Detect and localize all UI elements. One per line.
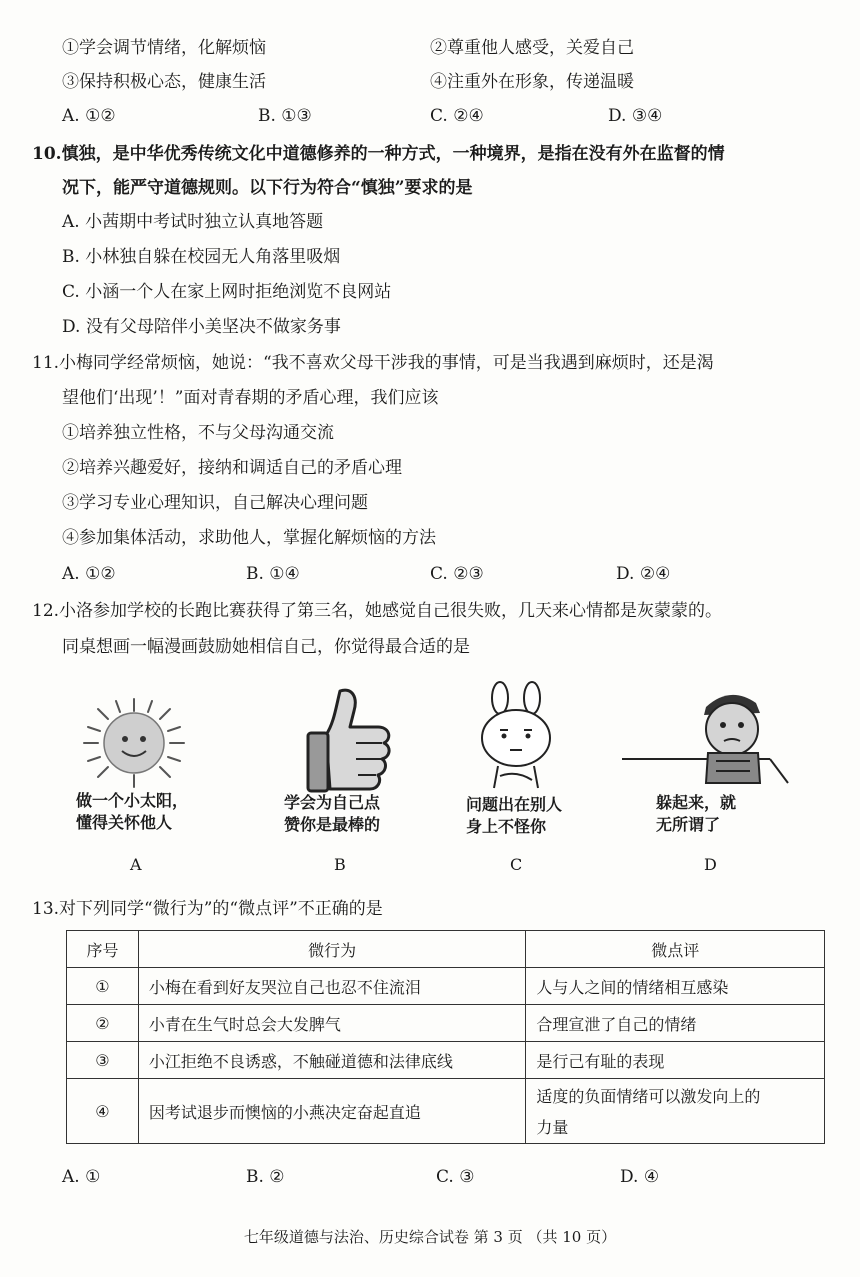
- header-no: 序号: [67, 931, 139, 968]
- row-comment-line1: 适度的负面情绪可以激发向上的: [536, 1087, 761, 1106]
- q11-option-a: A. ①②: [62, 564, 116, 584]
- q10-stem-line2: 况下，能严守道德规则。以下行为符合“慎独”要求的是: [62, 178, 473, 198]
- header-behavior: 微行为: [138, 931, 525, 968]
- q9-item-4: ④注重外在形象，传递温暖: [430, 72, 634, 92]
- q13-option-a: A. ①: [62, 1167, 101, 1187]
- q13-table: [66, 930, 825, 1144]
- comic-a-caption-line1: 做一个小太阳，: [76, 791, 189, 810]
- comic-b-caption-line2: 赞你是最棒的: [284, 815, 381, 834]
- comic-b-caption-line1: 学会为自己点: [284, 793, 381, 812]
- header-comment: 微点评: [526, 931, 825, 968]
- q10-stem-line1: 10.慎独，是中华优秀传统文化中道德修养的一种方式，一种境界，是指在没有外在监督的情: [32, 144, 725, 164]
- comic-d-caption-line2: 无所谓了: [656, 815, 721, 834]
- row-no: ①: [67, 968, 139, 1005]
- q10-option-a: A. 小茜期中考试时独立认真地答题: [62, 212, 324, 232]
- q11-option-b: B. ①④: [246, 564, 300, 584]
- row-comment-line2: 力量: [536, 1118, 569, 1137]
- rabbit-illustration: [470, 680, 565, 792]
- comic-c-label: C: [510, 855, 523, 874]
- q11-item-3: ③学习专业心理知识，自己解决心理问题: [62, 493, 368, 513]
- q11-item-2: ②培养兴趣爱好，接纳和调适自己的矛盾心理: [62, 458, 402, 478]
- row-behavior: 小青在生气时总会大发脾气: [138, 1005, 525, 1042]
- q9-item-1: ①学会调节情绪，化解烦恼: [62, 38, 266, 58]
- comic-d-caption-line1: 躲起来，就: [656, 793, 737, 812]
- row-comment: 人与人之间的情绪相互感染: [526, 968, 825, 1005]
- q9-option-b: B. ①③: [258, 106, 312, 126]
- q13-option-b: B. ②: [246, 1167, 285, 1187]
- comic-d-label: D: [704, 855, 717, 874]
- row-comment: 合理宣泄了自己的情绪: [526, 1005, 825, 1042]
- page-footer: 七年级道德与法治、历史综合试卷 第 3 页 （共 10 页）: [243, 1228, 617, 1246]
- q9-item-2: ②尊重他人感受，关爱自己: [430, 38, 634, 58]
- comic-b-label: B: [334, 855, 346, 874]
- q13-option-d: D. ④: [620, 1167, 660, 1187]
- table-row: [67, 1079, 825, 1144]
- table-header-row: [67, 931, 825, 968]
- q13-stem: 13.对下列同学“微行为”的“微点评”不正确的是: [32, 899, 383, 919]
- q13-option-c: C. ③: [436, 1167, 475, 1187]
- comic-a-label: A: [130, 855, 142, 874]
- table-row: [67, 968, 825, 1005]
- comic-a-caption-line2: 懂得关怀他人: [76, 813, 173, 832]
- q11-item-1: ①培养独立性格，不与父母沟通交流: [62, 423, 334, 443]
- row-behavior: 因考试退步而懊恼的小燕决定奋起直追: [138, 1079, 525, 1144]
- thumbs-up-illustration: [300, 683, 395, 795]
- row-no: ④: [67, 1079, 139, 1144]
- row-behavior: 小江拒绝不良诱惑，不触碰道德和法律底线: [138, 1042, 525, 1079]
- row-behavior: 小梅在看到好友哭泣自己也忍不住流泪: [138, 968, 525, 1005]
- q12-stem-line2: 同桌想画一幅漫画鼓励她相信自己，你觉得最合适的是: [62, 637, 470, 657]
- q11-option-c: C. ②③: [430, 564, 484, 584]
- q11-item-4: ④参加集体活动，求助他人，掌握化解烦恼的方法: [62, 528, 436, 548]
- row-no: ③: [67, 1042, 139, 1079]
- q9-item-3: ③保持积极心态，健康生活: [62, 72, 266, 92]
- table-row: [67, 1005, 825, 1042]
- q11-stem-line1: 11.小梅同学经常烦恼，她说：“我不喜欢父母干涉我的事情，可是当我遇到麻烦时，还是渴: [32, 353, 714, 373]
- row-comment: 是行己有耻的表现: [526, 1042, 825, 1079]
- q10-option-d: D. 没有父母陪伴小美坚决不做家务事: [62, 317, 341, 337]
- q10-option-b: B. 小林独自躲在校园无人角落里吸烟: [62, 247, 341, 267]
- q11-stem-line2: 望他们‘出现’！”面对青春期的矛盾心理，我们应该: [62, 388, 439, 408]
- table-row: [67, 1042, 825, 1079]
- q9-option-c: C. ②④: [430, 106, 484, 126]
- row-comment: [526, 1079, 825, 1144]
- hiding-boy-illustration: [620, 683, 810, 795]
- q12-stem-line1: 12.小洛参加学校的长跑比赛获得了第三名，她感觉自己很失败，几天来心情都是灰蒙蒙的。: [32, 601, 723, 621]
- sun-illustration: [78, 695, 190, 790]
- row-no: ②: [67, 1005, 139, 1042]
- q11-option-d: D. ②④: [616, 564, 671, 584]
- q9-option-d: D. ③④: [608, 106, 663, 126]
- comic-c-caption-line1: 问题出在别人: [466, 795, 563, 814]
- comic-c-caption-line2: 身上不怪你: [466, 817, 547, 836]
- q10-option-c: C. 小涵一个人在家上网时拒绝浏览不良网站: [62, 282, 392, 302]
- q9-option-a: A. ①②: [62, 106, 116, 126]
